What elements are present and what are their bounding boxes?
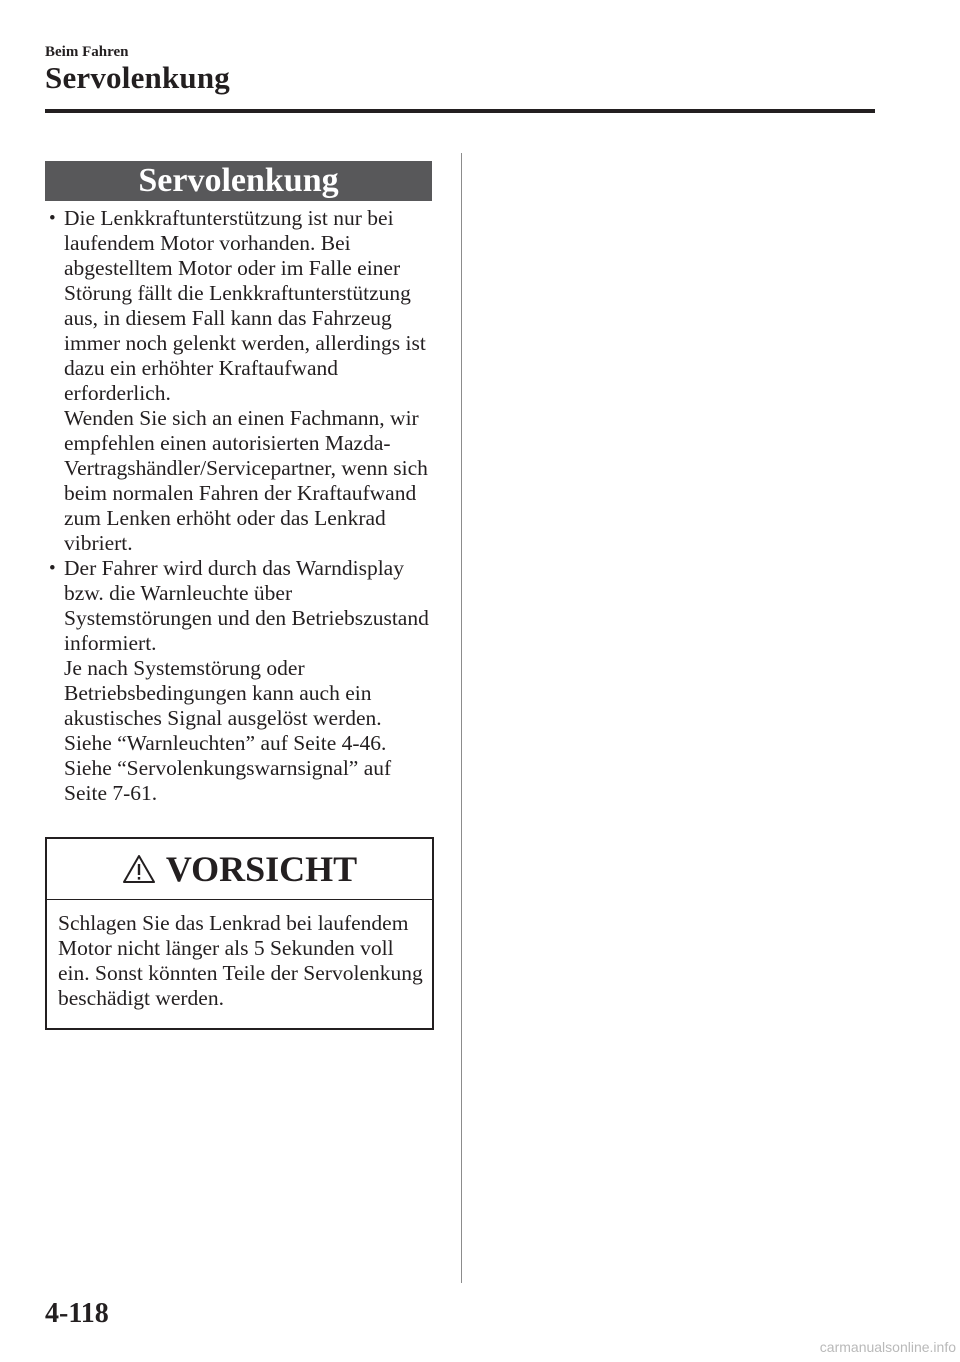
caution-title: VORSICHT [165,849,358,889]
section-heading: Servolenkung [45,161,432,201]
paragraph: Siehe “Warnleuchten” auf Seite 4-46. [64,731,387,755]
page-title: Servolenkung [45,60,230,95]
page-number: 4-118 [45,1298,109,1329]
caution-header [47,839,432,900]
bullet-item [45,556,437,806]
paragraph: Der Fahrer wird durch das Warndisplay bzw. die Warnleuchte über Systemstörungen und den Betriebszustand informiert. [64,556,429,655]
paragraph: Die Lenkkraftunterstützung ist nur bei laufendem Motor vorhanden. Bei abgestelltem Motor oder im Falle einer Störung fällt die Lenkkraftunterstützung aus, in diesem Fall kann das Fahrzeug immer noch gelenkt werden, allerdings ist dazu ein erhöhter Kraftaufwand erforderlich. [64,206,426,405]
bullet-marker: • [49,208,56,229]
title-rule [45,109,875,113]
warning-triangle-icon [122,854,156,884]
paragraph: Wenden Sie sich an einen Fachmann, wir empfehlen einen autorisierten Mazda-Vertragshändler/Servicepartner, wenn sich beim normalen Fahren der Kraftaufwand zum Lenken erhöht oder das Lenkrad vibriert. [64,406,428,555]
bullet-marker: • [49,558,56,579]
paragraph: Je nach Systemstörung oder Betriebsbedingungen kann auch ein akustisches Signal ausgelöst werden. [64,656,382,730]
column-divider [461,153,462,1283]
caution-text: Schlagen Sie das Lenkrad bei laufendem Motor nicht länger als 5 Sekunden voll ein. Sonst könnten Teile der Servolenkung beschädigt werden. [58,911,423,1010]
paragraph: Siehe “Servolenkungswarnsignal” auf Seite 7-61. [64,756,392,805]
bullet-item [45,206,437,556]
caution-box [45,837,434,1030]
chapter-label: Beim Fahren [45,44,129,60]
watermark: carmanualsonline.info [819,1339,956,1355]
section-content [45,206,437,806]
